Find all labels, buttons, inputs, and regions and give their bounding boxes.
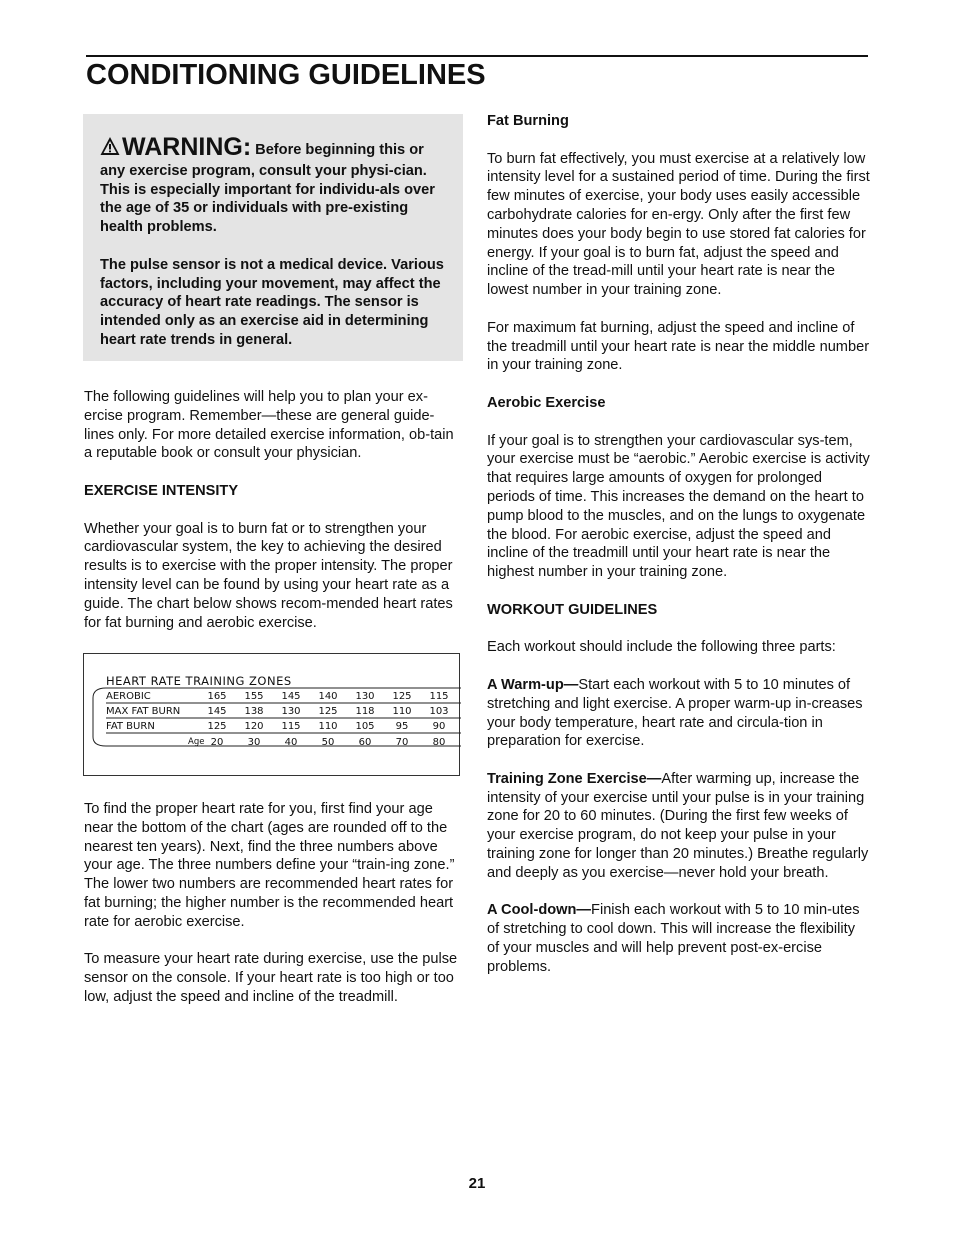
fat-burning-heading: Fat Burning <box>487 113 569 129</box>
heart-rate-chart-svg <box>84 654 461 777</box>
warm-up-lead: A Warm-up— <box>487 676 579 693</box>
warning-heading: WARNING: <box>122 133 252 161</box>
workout-intro-paragraph: Each workout should include the following three parts: <box>487 639 836 656</box>
aerobic-exercise-paragraph: If your goal is to strengthen your cardiovascular sys-tem, your exercise must be “aerobic.” Aerobic exercise is activity that requires large amounts of oxygen for prolonged periods of time. This increases the demand on the heart to pump blood to the muscles, and on the lungs to oxygenate the blood. For aerobic exercise, adjust the speed and incline of the treadmill until your heart rate is near the highest number in your training zone. <box>487 432 870 581</box>
chart-cell-value: 90 <box>432 721 446 732</box>
warm-up-text: Start each workout with 5 to 10 minutes of stretching and light exercise. A proper warm-up in-creases your body temperature, heart rate and circula-tion in preparation for exercise. <box>487 676 863 750</box>
find-heart-rate-paragraph: To find the proper heart rate for you, first find your age near the bottom of the chart (ages are rounded off to the nearest ten years). Next, find the three numbers above your age. The three numbers define your “train-ing zone.” The lower two numbers are recommended heart rates for fat burning; the higher number is the recommended heart rate for aerobic exercise. <box>84 801 455 930</box>
chart-cell-value: 115 <box>281 721 301 732</box>
chart-age-value: 30 <box>247 737 261 748</box>
chart-cell-value: 125 <box>207 721 227 732</box>
chart-cell-value: 103 <box>429 706 449 717</box>
chart-cell-value: 115 <box>429 691 449 702</box>
chart-age-value: 70 <box>395 737 409 748</box>
exercise-intensity-heading: EXERCISE INTENSITY <box>84 482 239 499</box>
page-number: 21 <box>468 1175 486 1192</box>
chart-cell-value: 95 <box>395 721 409 732</box>
training-zone-text: After warming up, increase the intensity of your exercise until your pulse is in your training zone for 20 to 60 minutes. (During the first few weeks of your exercise program, do not keep your pulse in your training zone for longer than 20 minutes.) Breathe regularly and deeply as you exercise—never hold your breath. <box>487 770 869 881</box>
chart-age-value: 60 <box>358 737 372 748</box>
chart-age-value: 40 <box>284 737 298 748</box>
warning-box <box>83 114 463 361</box>
chart-age-value: 20 <box>210 737 224 748</box>
chart-cell-value: 145 <box>207 706 227 717</box>
chart-cell-value: 120 <box>244 721 264 732</box>
chart-row-label: FAT BURN <box>106 721 155 732</box>
chart-cell-value: 140 <box>318 691 338 702</box>
warning-triangle-icon <box>100 136 120 162</box>
chart-bracket <box>93 688 106 746</box>
chart-cell-value: 110 <box>392 706 412 717</box>
chart-cell-value: 118 <box>355 706 375 717</box>
chart-age-value: 50 <box>321 737 335 748</box>
training-zone-lead: Training Zone Exercise— <box>487 770 662 787</box>
warning-text-1: Before beginning this or any exercise program, consult your physi-cian. This is especially important for individu-als over the age of 35 or individuals with pre-existing health problems. <box>100 142 435 236</box>
chart-row-label: AEROBIC <box>106 691 151 702</box>
chart-cell-value: 125 <box>392 691 412 702</box>
chart-cell-value: 155 <box>244 691 264 702</box>
warm-up-paragraph <box>487 676 871 751</box>
workout-guidelines-heading: WORKOUT GUIDELINES <box>487 601 658 618</box>
training-zone-paragraph <box>487 770 871 883</box>
chart-row-label: MAX FAT BURN <box>106 706 181 717</box>
heart-rate-chart <box>83 653 460 776</box>
left-column <box>84 388 464 651</box>
chart-age-label: Age <box>188 737 205 747</box>
fat-burning-paragraph-2: For maximum fat burning, adjust the speed and incline of the treadmill until your heart rate is near the middle number in your training zone. <box>487 319 870 374</box>
chart-cell-value: 165 <box>207 691 227 702</box>
aerobic-exercise-heading: Aerobic Exercise <box>487 394 606 411</box>
chart-cell-value: 125 <box>318 706 338 717</box>
chart-age-value: 80 <box>432 737 446 748</box>
chart-cell-value: 110 <box>318 721 338 732</box>
fat-burning-paragraph-1: To burn fat effectively, you must exercise at a relatively low intensity level for a sustained period of time. During the first few minutes of exercise, your body uses easily accessible carbohydrate calories for en-ergy. Only after the first few minutes does your body begin to use stored fat calories for energy. If your goal is to burn fat, adjust the speed and incline of the tread-mill until your heart rate is near the lowest number in your training zone. <box>487 150 870 299</box>
cool-down-text: Finish each workout with 5 to 10 min-utes of stretching to cool down. This will increase the flexibility of your muscles and will help prevent post-ex-ercise problems. <box>487 902 860 975</box>
warning-paragraph-1 <box>100 133 445 237</box>
cool-down-paragraph <box>487 901 871 976</box>
chart-title: HEART RATE TRAINING ZONES <box>106 674 292 688</box>
intro-paragraph: The following guidelines will help you to plan your ex-ercise program. Remember—these are general guide-lines only. For more detailed exercise information, ob-tain a reputable book or consult your physician. <box>84 389 454 462</box>
chart-cell-value: 130 <box>355 691 375 702</box>
cool-down-lead: A Cool-down— <box>487 902 592 919</box>
warning-text-2: The pulse sensor is not a medical device. Various factors, including your movement, may affect the accuracy of heart rate readings. The sensor is intended only as an exercise aid in determining heart rate trends in general. <box>100 256 444 348</box>
chart-cell-value: 138 <box>244 706 264 717</box>
exercise-intensity-paragraph: Whether your goal is to burn fat or to strengthen your cardiovascular system, the key to achieving the desired results is to exercise with the proper intensity. The proper intensity level can be found by using your heart rate as a guide. The chart below shows recom-mended heart rates for fat burning and aerobic exercise. <box>84 520 453 631</box>
right-column <box>487 112 871 995</box>
chart-cell-value: 130 <box>281 706 301 717</box>
page-title: CONDITIONING GUIDELINES <box>86 59 486 91</box>
title-rule <box>86 55 868 57</box>
left-column-lower <box>84 800 464 1026</box>
measure-heart-rate-paragraph: To measure your heart rate during exercise, use the pulse sensor on the console. If your heart rate is too high or too low, adjust the speed and incline of the treadmill. <box>84 951 458 1005</box>
chart-cell-value: 145 <box>281 691 301 702</box>
chart-cell-value: 105 <box>355 721 375 732</box>
